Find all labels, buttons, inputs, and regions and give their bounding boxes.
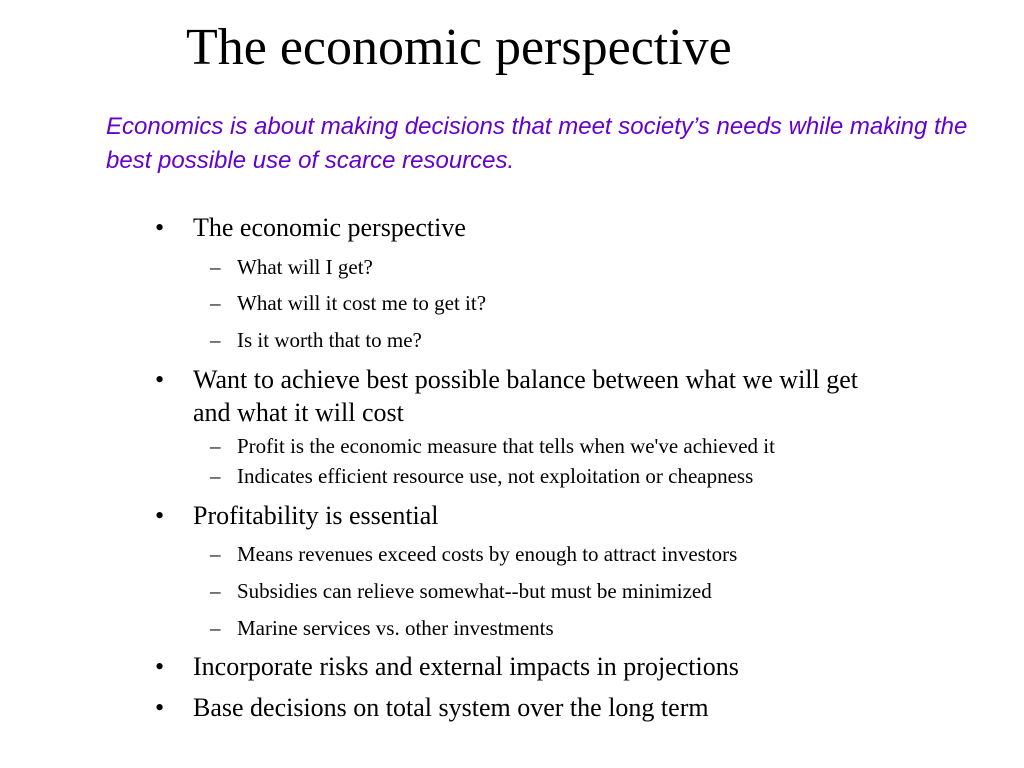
bullet-marker: • [155,501,165,530]
sub-bullet-text: What will it cost me to get it? [237,291,487,315]
sub-bullet-text: Indicates efficient resource use, not exploitation or cheapness [237,464,754,488]
bullet-text: and what it will cost [193,398,404,427]
bullet-text: Want to achieve best possible balance between what we will get [193,365,859,394]
bullet-text: The economic perspective [193,213,466,242]
bullet-marker: • [155,652,165,681]
sub-bullet-text: Marine services vs. other investments [237,616,554,640]
sub-bullet-marker: – [210,255,221,279]
bullet-text: Incorporate risks and external impacts in projections [193,652,739,681]
bullet-marker: • [155,365,165,394]
bullet-marker: • [155,693,165,722]
slide-title: The economic perspective [186,19,732,76]
sub-bullet-text: Is it worth that to me? [237,328,422,352]
sub-bullet-text: Subsidies can relieve somewhat--but must be minimized [237,579,712,603]
bullet-text: Base decisions on total system over the long term [193,693,709,722]
sub-bullet-marker: – [210,291,221,315]
sub-bullet-marker: – [210,328,221,352]
sub-bullet-text: What will I get? [237,255,373,279]
sub-bullet-text: Profit is the economic measure that tells when we've achieved it [237,434,775,458]
sub-bullet-marker: – [210,579,221,603]
bullet-marker: • [155,213,165,242]
slide-subtitle: Economics is about making decisions that meet society’s needs while making the best possible use of scarce resources. [106,113,968,174]
sub-bullet-marker: – [210,542,221,566]
sub-bullet-marker: – [210,464,221,488]
sub-bullet-marker: – [210,616,221,640]
bullet-text: Profitability is essential [193,501,439,530]
sub-bullet-text: Means revenues exceed costs by enough to attract investors [237,542,738,566]
sub-bullet-marker: – [210,434,221,458]
